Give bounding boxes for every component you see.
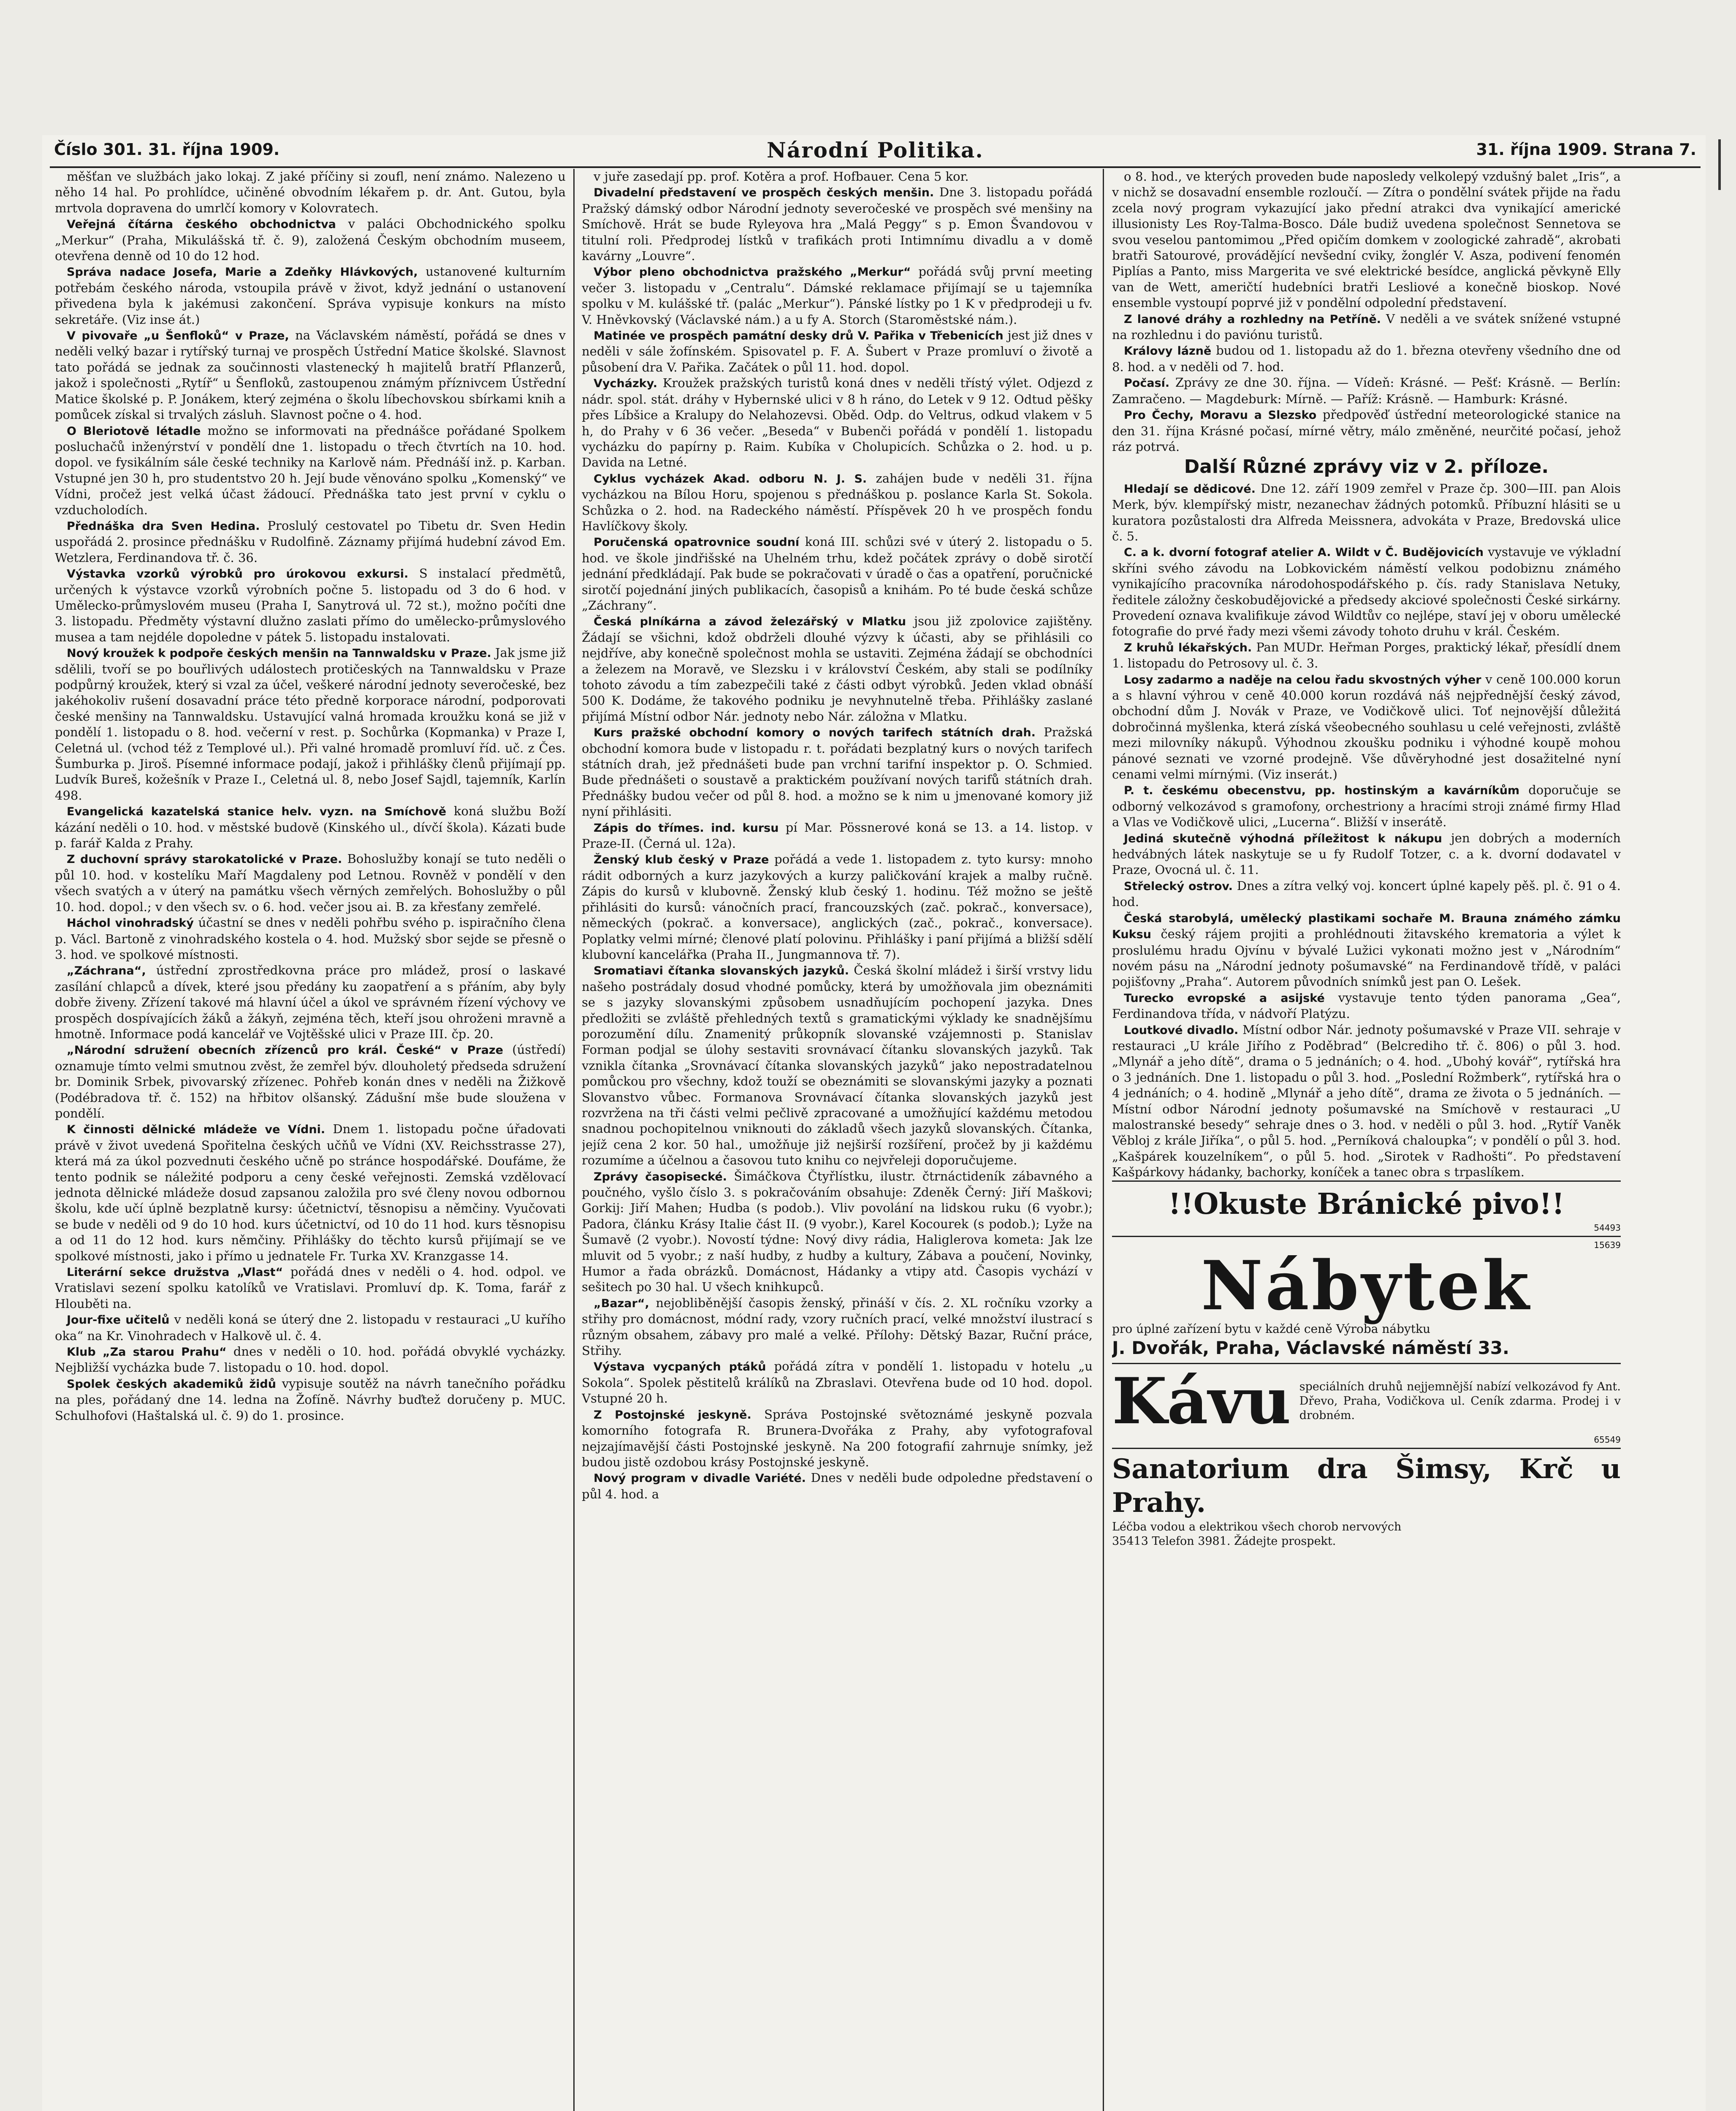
article-body: v paláci Obchodnického spolku „Merkur“ (Praha, Mikulášská tř. č. 9), založená Českým obchodním museem, otevřena denně od 10 do 12 hod. [55,217,566,263]
news-article [582,1470,1093,1502]
news-article [582,264,1093,328]
news-article [55,915,566,963]
news-article [582,820,1093,852]
news-article [1112,990,1621,1022]
article-headline: Z duchovní správy starokatolické v Praze. [67,853,342,866]
news-article [55,423,566,518]
news-article [55,264,566,328]
article-body: ustanovené kulturním potřebám českého národa, vstoupila právě v život, když jednání o ustanovení přivedena byla k jakémusi zakončení. Správa vypisuje konkurs na místo sekretáře. (Viz inse át.) [55,264,566,327]
page-edge [1718,139,1721,190]
article-body: Bohoslužby konají se tuto neděli o půl 10. hod. v kostelíku Maří Magdaleny pod Letnou. Rovněž v pondělí v den všech svatých a v úterý na památku všech věrných zemřelých. Bohoslužby o půl 10. hod. dopol.; v den všech sv. o 6. hod. večer jsou ai. B. za křesťany zemřelé. [55,852,566,914]
article-body: Kroužek pražských turistů koná dnes v neděli třístý výlet. Odjezd z nádr. spol. stát. dráhy v Hybernské ulici v 8 h ráno, do Letek v 9 12. Odtud pěšky přes Líbšice a Kralupy do Nelahozevsi. Oběd. Odp. do Veltrus, odkud vlakem v 5 h, do Prahy v 6 36 večer. „Beseda“ v Bubenči pořádá v pondělí 1. listopadu vycházku do papírny p. Raim. Kubíka v Cholupicích. Schůzka o 2. hod. u p. Davida na Letné. [582,376,1093,470]
section-heading: Další Různé zprávy viz v 2. příloze. [1184,456,1549,478]
column-3 [1112,169,1621,2111]
column-divider [1103,169,1104,2111]
news-article [1112,910,1621,990]
article-body: pořádá svůj první meeting večer 3. listopadu v „Centralu“. Dámské reklamace přijímají se u tajemníka spolku v M. kulášské tř. (palác „Merkur“). Pánské lístky po 1 K v předprodeji u fv. V. Hněvkovský (Václavské nám.) a u fy A. Storch (Staroměstské nám.). [582,264,1093,327]
page-header [50,134,1701,168]
news-article [55,216,566,264]
article-headline: Turecko evropské a asijské [1124,991,1325,1005]
coffee-ad-text: speciálních druhů nejjemnější nabízí velkozávod fy Ant. Dřevo, Praha, Vodičkova ul. Ceník zdarma. Prodej i v drobném. [1299,1380,1621,1422]
news-article [55,566,566,645]
column-2 [582,169,1093,2111]
beer-ad-text: !!Okuste Bránické pivo!! [1168,1187,1565,1221]
article-body: jest již dnes v neděli v sále žofínském. Spisovatel p. F. A. Šubert v Praze promluví o životě a působení dra V. Pařika. Začátek o půl 11. hod. dopol. [582,328,1093,374]
news-article [1112,375,1621,407]
article-headline: „Bazar“, [594,1297,649,1310]
coffee-ad-title: Kávu [1112,1364,1291,1438]
sanatorium-ad-title: Sanatorium dra Šimsy, Krč u Prahy. [1112,1453,1621,1519]
article-body: pořádá a vede 1. listopadem z. tyto kursy: mnoho rádit odborných a kurz jazykových a kurzy paličkování krajek a malby ručně. Zápis do kursů v klubovně. Ženský klub český 1. hodinu. Též možno se ještě přihlásiti do kursů: vánočních prací, francouzských (zač. pokrač., konversace), německých (pokrač. a konversace), anglických (zač., pokrač., konversace). Poplatky velmi mírné; členové platí polovinu. Přihlášky i paní přijímá a bližší sdělí klubovní kancelářka (Praha II., Jungmannova tř. 7). [582,852,1093,962]
article-headline: O Bleriotově létadle [67,424,201,438]
news-article [1112,544,1621,639]
news-article [55,1042,566,1121]
article-body: koná III. schůzi své v úterý 2. listopadu o 5. hod. ve škole jindřišské na Uhelném trhu, kdež počátek zprávy o době sirotčí jednání předkládají. Pak bude se pokračovati v úradě o čas a opatření, poručnické sirotčí pojednání jiných publikacích, časopisů a knihám. Po té bude česká schůze „Záchrany“. [582,535,1093,613]
article-body: (ústředí) oznamuje tímto velmi smutnou zvěst, že zemřel býv. dlouholetý předseda sdružení br. Dominik Srbek, pivovarský zřízenec. Pohřeb konán dnes v neděli na Žižkově (Podébradova tř. č. 152) na hřbitov olšanský. Zádušní mše bude sloužena v pondělí. [55,1042,566,1121]
article-body: pí Mar. Pössnerové koná se 13. a 14. listop. v Praze-II. (Černá ul. 12a). [582,820,1093,851]
news-article [1112,878,1621,910]
article-headline: „Záchrana“, [67,964,146,978]
article-body: jsou již zpolovice zajištěny. Žádají se všichni, kdož obdrželi dlouhé výzvy k účasti, aby se přihlásili co nejdříve, aby konečně společnost mohla se ustaviti. Zejména žádají se obchodníci a železem na Moravě, ve Slezsku i v království Českém, aby stali se podílníky tohoto závodu a tím zabezpečili také z části odbyt výrobků. Jeden vklad obnáší 500 K. Dodáme, že takového podniku je nevyhnutelně třeba. Přihlášky zaslané přijímá Místní odbor Nár. jednoty nebo Nár. záložna v Mlatku. [582,614,1093,724]
issue-number: Číslo 301. 31. října 1909. [54,140,280,159]
news-article [1112,311,1621,343]
news-article [582,963,1093,1168]
article-headline: Z kruhů lékařských. [1124,641,1252,654]
article-headline: Poručenská opatrovnice soudní [594,536,800,549]
article-headline: Královy lázně [1124,345,1212,358]
article-body: jen dobrých a moderních hedvábných látek naskytuje se u fy Rudolf Totzer, c. a k. dvorní dodavatel v Praze, Ovocná ul. č. 11. [1112,830,1621,877]
article-headline: Nový program v divadle Variété. [594,1472,806,1485]
article-headline: Háchol vinohradský [67,917,194,930]
article-body: Dne 3. listopadu pořádá Pražský dámský odbor Národní jednoty severočeské ve prospěch své menšiny na Smíchově. Hrát se bude Ryleyova hra „Malá Peggy“ s p. Emon Švandovou v titulní roli. Předprodej lístků v trafikách proti Intimnímu divadlu a v domě kavárny „Louvre“. [582,185,1093,263]
article-body: v juře zasedají pp. prof. Kotěra a prof. Hofbauer. Cena 5 kor. [594,169,969,184]
article-headline: Jour-fixe učitelů [67,1313,170,1327]
article-headline: P. t. českému obecenstvu, pp. hostinským a kavárníkům [1124,784,1520,798]
article-headline: Losy zadarmo a naděje na celou řadu skvostných výher [1124,673,1481,686]
article-body: V neděli a ve svátek snížené vstupné na rozhlednu i do paviónu turistů. [1112,311,1621,342]
article-body: Proslulý cestovatel po Tibetu dr. Sven Hedin uspořádá 2. prosince přednášku v Rudolfině. Záznamy přijímá hudební závod Em. Wetzlera, Ferdinandova tř. č. 36. [55,518,566,565]
article-headline: Kurs pražské obchodní komory o nových tarifech státních drah. [594,726,1036,740]
article-body: Zprávy ze dne 30. října. — Vídeň: Krásné. — Pešť: Krásně. — Berlín: Zamračeno. — Magdeburk: Mírně. — Paříž: Krásně. — Hamburk: Krásné. [1112,375,1621,406]
article-headline: Správa nadace Josefa, Marie a Zdeňky Hlávkových, [67,266,418,279]
news-article [582,534,1093,613]
article-headline: Nový kroužek k podpoře českých menšin na Tannwaldsku v Praze. [67,647,491,660]
article-headline: Zápis do třímes. ind. kursu [594,821,779,835]
article-headline: Výbor pleno obchodnictva pražského „Merkur“ [594,266,911,279]
article-headline: Cyklus vycházek Akad. odboru N. J. S. [594,472,867,486]
furniture-ad [1112,1236,1621,1363]
article-headline: Z lanové dráhy a rozhledny na Petříně. [1124,312,1381,326]
article-body: v neděli koná se úterý dne 2. listopadu v restauraci „U kuřího oka“ na Kr. Vinohradech v Halkově ul. č. 4. [55,1312,566,1343]
news-article [55,645,566,803]
article-body: dnes v neděli o 10. hod. pořádá obvyklé vycházky. Nejbližší vycházka bude 7. listopadu o 10. hod. dopol. [55,1344,566,1375]
furniture-ad-title: Nábytek [1201,1245,1532,1325]
article-headline: Výstava vycpaných ptáků [594,1360,766,1374]
article-body: budou od 1. listopadu až do 1. března otevřeny všedního dne od 8. hod. a v neděli od 7. hod. [1112,343,1621,374]
article-headline: Matinée ve prospěch památní desky drů V. Pařika v Třebenicích [594,329,1004,343]
page-date-number: 31. října 1909. Strana 7. [1476,140,1696,159]
news-article [1112,782,1621,830]
article-body: účastní se dnes v neděli pohřbu svého p. ispiračního člena p. Václ. Bartoně z vinohradského kostela o 4. hod. Mužský sbor sejde se přesně o 3. hod. ve spolkové místnosti. [55,915,566,962]
article-body: možno se informovati na přednášce pořádané Spolkem posluchačů inženýrství v pondělí dne 1. listopadu o třech čtvrtích na 10. hod. dopol. ve fysikálním sále české techniky na Karlově nám. Přednáší inž. p. Karban. Vstupné jen 30 h, pro studentstvo 20 h. Její bude věnováno spolku „Komenský“ ve Vídni, pročež jest velká účast žádoucí. Přednáška tato jest první v cyklu o vzducholodích. [55,423,566,517]
ad-number: 54493 [1594,1222,1621,1233]
article-body: Dnes v neděli bude odpoledne představení o půl 4. hod. a [582,1471,1093,1501]
news-article [55,518,566,566]
news-article [582,471,1093,535]
article-body: Česká školní mládež i širší vrstvy lidu našeho postrádaly dosud vhodné pomůcky, která by umožňovala jim obeznámiti se s jazyky slovanskými způsobem usnadňujícím pochopení jazyka. Dnes předložiti se zvláště přehledných textů s gramatickými výklady ke snadnějšímu porozumění dílu. Znamenitý průkopník slovanské vzájemnosti p. Stanislav Forman podjal se úlohy sestaviti srovnávací čítanku slovanských jazyků. Tak vznikla čítanka „Srovnávací čítanka slovanských jazyků“ jako nepostradatelnou pomůckou pro všechny, kdož touží se obeznámiti se slovanskými jazyky a poznati Slovanstvo vůbec. Formanova Srovnávací čítanka slovanských jazyků jest rozvržena na tři části velmi pečlivě zpracované a umožňující každému metodou snadnou pochopitelnou vniknouti do základů všech jazyků slovanských. Čítanka, jejíž cena 2 kor. 50 hal., umožňuje již nejširší rozšíření, pročež by ji každému rozumíme a účelnou a časovou tuto knihu co nejvřeleji doporučujeme. [582,963,1093,1168]
news-article [55,328,566,423]
article-body: Dne 12. září 1909 zemřel v Praze čp. 300—III. pan Alois Merk, býv. klempířský mistr, nezanechav žádných potomků. Příbuzní hlásiti se u kuratora pozůstalosti dra Alfreda Meissnera, advokáta v Praze, Bredovská ulice č. 5. [1112,481,1621,543]
news-article [55,1344,566,1376]
article-body: koná službu Boží kázání neděli o 10. hod. v městské budově (Kinského ul., dívčí škola). Kázati bude p. farář Kalda z Prahy. [55,804,566,851]
sanatorium-ad-text: Léčba vodou a elektrikou všech chorob nervových [1112,1520,1402,1533]
article-headline: Sromatiavi čítanka slovanských jazyků. [594,964,849,978]
news-article [582,724,1093,819]
article-body: o 8. hod., ve kterých proveden bude naposledy velkolepý vzdušný balet „Iris“, a v nichž se dosavadní ensemble rozloučí. — Zítra o pondělní svátek přijde na řadu zcela nový program vykazující jako přední atrakci dva vynikající americké illusionisty Les Roy-Talma-Bosco. Dále budiž uvedena společnost Sennetova se svou veselou pantomimou „Před opičím domkem v zoologické zahradě“, akrobati bratři Satourové, provádějící nevšední cviky, žonglér V. Asza, podivení fenomén Piplías a Panto, miss Margerita ve své elektrické besídce, anglická pěvkyně Elly van de Wett, američtí hudebníci bratři Lesliové a konečně bioskop. Nové ensemble vystoupí poprvé již v pondělní odpolední představení. [1112,169,1621,310]
article-body: Pražská obchodní komora bude v listopadu r. t. pořádati bezplatný kurs o nových tarifech státních drah, jež přednášeti bude pan vrchní tarifní inspektor p. O. Schmied. Bude přednášeti o soustavě a praktickém používaní nových tarifů státních drah. Přednášky budou večer od půl 8. hod. a možno se k nim u jmenované komory již nyní přihlásiti. [582,725,1093,819]
ad-number: 15639 [1594,1240,1621,1250]
coffee-ad [1112,1363,1621,1448]
article-headline: Česká starobylá, umělecký plastikami sochaře M. Brauna známého zámku Kuksu [1112,912,1621,942]
article-body: Místní odbor Nár. jednoty pošumavské v Praze VII. sehraje v restauraci „U krále Jiřího z Poděbrad“ (Belcrediho tř. č. 806) o půl 3. hod. „Mlynář a jeho dítě“, drama o 5 jednáních; o 4. hod. „Ubohý kovář“, rytířská hra o 3 jednáních. Dne 1. listopadu o půl 3. hod. „Poslední Rožmberk“, rytířská hra o 4 jednáních; o 4. hodině „Mlynář a jeho dítě“, drama ze života o 5 jednáních. — Místní odbor Národní jednoty pošumavské na Smíchově v restauraci „U malostranské besedy“ sehraje dnes o 3. hod. v neděli o půl 3. hod. „Rytíř Vaněk Věbloj z krále Jiříka“, o půl 5. hod. „Perníková chaloupka“; v pondělí o půl 3. hod. „Kašpárek kouzelníkem“, o půl 5. hod. „Sirotek v Radhošti“. Po představení Kašpárkovy hádanky, bachorky, koníček a tanec obra s trpaslíkem. [1112,1022,1621,1180]
article-headline: Pro Čechy, Moravu a Slezsko [1124,409,1317,422]
news-article [582,185,1093,264]
article-body: Správa Postojnské světoznámé jeskyně pozvala komorního fotografa R. Brunera-Dvořáka z Prahy, aby vyfotografoval nejzajímavější části Postojnské jeskyně. Na 200 fotografií zahrnuje snímky, jež budou jistě ozdobou krásy Postojnské jeskyně. [582,1407,1093,1469]
news-article [582,328,1093,375]
article-body: Pan MUDr. Heřman Porges, praktický lékař, přesídlí dnem 1. listopadu do Petrosovy ul. č. 3. [1112,640,1621,671]
article-headline: C. a k. dvorní fotograf atelier A. Wildt v Č. Budějovicích [1124,546,1484,559]
article-headline: K činnosti dělnické mládeže ve Vídni. [67,1123,326,1137]
news-article [1112,169,1621,311]
article-headline: Ženský klub český v Praze [594,853,769,867]
article-body: ústřední zprostředkovna práce pro mládež, prosí o laskavé zasílání chlapců a dívek, které jsou předány ku zaopatření a s přáním, aby byly dobře živeny. Zřízení takové má hlavní účel a úkol ve správném řízení výchovy ve prospěch dospívajících žáků a žákyň, zejména těch, kteří jsou ohroženi mravně a hmotně. Informace podá kancelář ve Vojtěšské ulici v Praze III. čp. 20. [55,963,566,1041]
article-headline: Zprávy časopisecké. [594,1170,727,1183]
article-headline: Z Postojnské jeskyně. [594,1408,751,1422]
article-body: S instalací předmětů, určených k výstavce vzorků výrobních počne 5. listopadu od 3 do 6 hod. v Umělecko-průmyslovém museu (Praha I, Sanytrová ul. 72 st.), možno počíti dne 3. listopadu. Předměty výstavní dlužno zaslati přímo do umělecko-průmyslového musea a tam nejdéle dopoledne v pátek 5. listopadu instalovati. [55,566,566,644]
news-article [1112,830,1621,878]
article-body: pořádá zítra v pondělí 1. listopadu v hotelu „u Sokola“. Spolek pěstitelů králíků na Zbraslavi. Otevřena bude od 10 hod. dopol. Vstupné 20 h. [582,1359,1093,1406]
article-headline: Divadelní představení ve prospěch českých menšin. [594,186,934,200]
article-body: Šimáčkova Čtyřlístku, ilustr. čtrnáctideník zábavného a poučného, vyšlo číslo 3. s pokračováním obsahuje: Zdeněk Černý: Jiří Maškovi; Gorkij: Jiří Mahen; Hudba (s podob.). Vliv povolání na lidskou ruku (6 vyobr.); Padora, článku Krásy Italie část II. (9 vyobr.), Karel Kocourek (s podob.); Lyže na Šumavě (2 vyobr.). Novostí týdne: Nový divy rádia, Haliglerova kometa: Jak lze mluvit od 5 vyobr.; z naší hudby, z hudby a kultury, Zábava a poučení, Novinky, Humor a řada obrázků. Domácnost, Hádanky a vtipy atd. Časopis vychází v sešitech po 30 hal. U všech knihkupců. [582,1169,1093,1294]
article-body: vypisuje soutěž na návrh tanečního pořádku na ples, pořádaný dne 14. ledna na Žofíně. Návrhy buďtež doručeny p. MUC. Schulhofovi (Haštalská ul. č. 9) do 1. prosince. [55,1376,566,1423]
article-headline: Loutkové divadlo. [1124,1023,1239,1037]
article-headline: Spolek českých akademiků židů [67,1377,276,1391]
news-article [582,852,1093,963]
beer-ad [1112,1180,1621,1236]
news-article [582,375,1093,470]
news-article [582,1359,1093,1406]
sanatorium-ad [1112,1448,1621,1552]
article-body: doporučuje se odborný velkozávod s gramofony, orchestriony a hracími stroji známé firmy Hlad a Vlas ve Vodičkově ulici, „Lucerna“. Bližší v inserátě. [1112,783,1621,830]
news-article [55,1376,566,1424]
article-headline: Střelecký ostrov. [1124,879,1233,893]
article-headline: Přednáška dra Sven Hedina. [67,519,260,533]
article-headline: Hledají se dědicové. [1124,482,1256,496]
news-article [582,169,1093,185]
furniture-ad-address: J. Dvořák, Praha, Václavské náměstí 33. [1112,1337,1509,1358]
news-article [55,963,566,1042]
masthead-title: Národní Politika. [767,138,984,163]
news-article [55,803,566,851]
article-headline: „Národní sdružení obecních zřízenců pro král. České“ v Praze [67,1044,503,1057]
news-article [55,1312,566,1344]
article-body: na Václavském náměstí, pořádá se dnes v neděli velký bazar i rytířský turnaj ve prospěch Ústřední Matice školské. Slavnost tato pořádá se jednak za součinnosti vlastenecký h majitelů bratří Pflanzerů, jakož i společnosti „Rytíř“ u Šenfloků, zastoupenou známým příznivcem Ústřední Matice školské p. P. Jonákem, který zejména o školu líbechovskou sbírkami knih a pomůcek získal si trvalých zásluh. Slavnost počne o 4. hod. [55,328,566,422]
article-body: vystavuje ve výkladní skříni svého závodu na Lobkovickém náměstí velkou podobiznu známého vynikajícího pracovníka národohospodářského p. čís. rady Stanislava Netuky, ředitele záložny českobudějovické a předsedy akciové společnosti České sirkárny. Provedení oznava kvalifikuje závod Wildtův co nejlépe, staví jej v oboru umělecké fotografie do prvé řady mezi všemi závody tohoto druhu v král. Českém. [1112,545,1621,639]
article-body: Dnem 1. listopadu počne úřadovati právě v život uvedená Spořitelna českých učňů ve Vídni (XV. Reichsstrasse 27), která má za úkol pozvednuti českého učně po stránce hospodářské. Doufáme, že tento podnik se náležité podporu a ceny české veřejnosti. Zemská vzdělovací jednota dělnické mládeže dosud zapsanou založila pro své členy novou odbornou školu, kde učí úplně bezplatně kursy: účetnictví, těsnopisu a němčiny. Vyučovati se bude v neděli od 9 do 10 hod. kurs účetnictví, od 10 do 11 hod. kurs těsnopisu a od 11 do 12 hod. kurs němčiny. Přihlášky do těchto kursů přijímají se ve spolkové místnosti, jako i přímo u jednatele Fr. Turka XV. Kranzgasse 14. [55,1122,566,1263]
article-headline: V pivovaře „u Šenfloků“ v Praze, [67,329,289,343]
news-article [1112,407,1621,455]
news-article [582,613,1093,724]
article-body: Jak jsme již sdělili, tvoří se po bouřlivých událostech protičeských na Tannwaldsku v Praze podpůrný kroužek, který si vzal za účel, veškeré národní jednoty severočeské, bez jakéhokoliv rušení dosavadní práce této předně korporace národní, podporovati české menšiny na Tannwaldsku. Ustavující valná hromada kroužku koná se již v pondělí 1. listopadu o 8. hod. večerní v rest. p. Sochůrka (Kopmanka) v Praze I, Celetná ul. (vchod též z Templové ul.). Při valné hromadě promluví říd. uč. z Čes. Šumburka p. Jiroš. Písemné informace podají, jakož i přihlášky členů přijímají pp. Ludvík Bureš, kožešník v Praze I., Celetná ul. 8, nebo Josef Sajdl, tajemník, Karlín 498. [55,646,566,803]
news-article [55,169,566,216]
news-article [55,1121,566,1264]
article-body: měšťan ve službách jako lokaj. Z jaké příčiny si zoufl, není známo. Nalezeno u něho 14 hal. Po prohlídce, učiněné obvodním lékařem p. dr. Ant. Gutou, byla mrtvola dopravena do umrlčí komory v Kolovratech. [55,169,566,215]
article-headline: Počasí. [1124,377,1170,390]
sanatorium-ad-contact: 35413 Telefon 3981. Žádejte prospekt. [1112,1534,1336,1548]
article-headline: Výstavka vzorků výrobků pro úrokovou exkursi. [67,567,409,581]
article-headline: Vycházky. [594,377,657,391]
news-article [1112,343,1621,375]
article-body: český rájem projiti a prohlédnouti žitavského krematoria a výlet k proslulému hradu Ojvínu v bývalé Lužici vykonati možno jest v „Národním“ novém pásu na „Národní jednoty pošumavské“ na Ferdinandově třídě, v paláci pojišťovny „Praha“. Autorem původních snímků jest pan O. Lešek. [1112,927,1621,989]
news-article [55,1264,566,1312]
news-article [1112,640,1621,672]
news-article [1112,481,1621,545]
article-body: vystavuje tento týden panorama „Gea“, Ferdinandova třída, v nádvoří Platýzu. [1112,990,1621,1021]
news-article [55,851,566,915]
article-body: v ceně 100.000 korun a s hlavní výhrou v ceně 40.000 korun rozdává náš nejpřednější český závod, obchodní dům J. Novák v Praze, ve Vodičkově ulici. Toť nejnovější důležitá dobročinná myšlenka, která získá všeobecného souhlasu u celé veřejnosti, zvláště mezi milovníky nákupů. Výhodnou zkoušku podniku i výhodné koupě mohou pánové seznati ve vzorné prodejně. Vše důvěryhodné jest dosažitelné nyní cenami velmi mírnými. (Viz inserát.) [1112,672,1621,782]
news-article [1112,1022,1621,1180]
article-headline: Česká plníkárna a závod železářský v Mlatku [594,615,906,629]
article-body: Dnes a zítra velký voj. koncert úplné kapely pěš. pl. č. 91 o 4. hod. [1112,878,1621,909]
article-body: předpověď ústřední meteorologické stanice na den 31. října Krásné počasí, mírné větry, málo změněné, neurčité počasí, jehož ráz potrvá. [1112,407,1621,454]
column-divider [573,169,575,2111]
article-body: pořádá dnes v neděli o 4. hod. odpol. ve Vratislavi sezení spolku katolíků ve Vratislavi. Promluví dp. K. Toma, farář z Hlouběti na. [55,1264,566,1311]
article-headline: Evangelická kazatelská stanice helv. vyzn. na Smíchově [67,805,447,819]
news-article [582,1407,1093,1471]
column-1 [55,169,566,2111]
article-body: zahájen bude v neděli 31. října vycházkou na Bílou Horu, spojenou s přednáškou p. poslance Karla St. Sokola. Schůzka o 2. hod. na Radeckého náměstí. Příspěvek 20 h ve prospěch fondu Havlíčkovy školy. [582,471,1093,533]
news-article [582,1295,1093,1359]
furniture-ad-line: pro úplné zařízení bytu v každé ceně Výroba nábytku [1112,1321,1431,1336]
ad-number: 65549 [1594,1434,1621,1445]
news-article [1112,672,1621,783]
article-headline: Klub „Za starou Prahu“ [67,1346,227,1359]
article-body: nejobliběnější časopis ženský, přináší v čís. 2. XL ročníku vzorky a střihy pro domácnost, módní rady, vzory ručních prací, velké množství ilustrací s různým obsahem, zábavy pro malé a velké. Přílohy: Dětský Bazar, Ruční práce, Střihy. [582,1295,1093,1358]
article-headline: Veřejná čítárna českého obchodnictva [67,218,336,231]
article-headline: Literární sekce družstva „Vlast“ [67,1266,283,1279]
article-headline: Jediná skutečně výhodná příležitost k nákupu [1124,832,1442,845]
news-article [582,1169,1093,1295]
